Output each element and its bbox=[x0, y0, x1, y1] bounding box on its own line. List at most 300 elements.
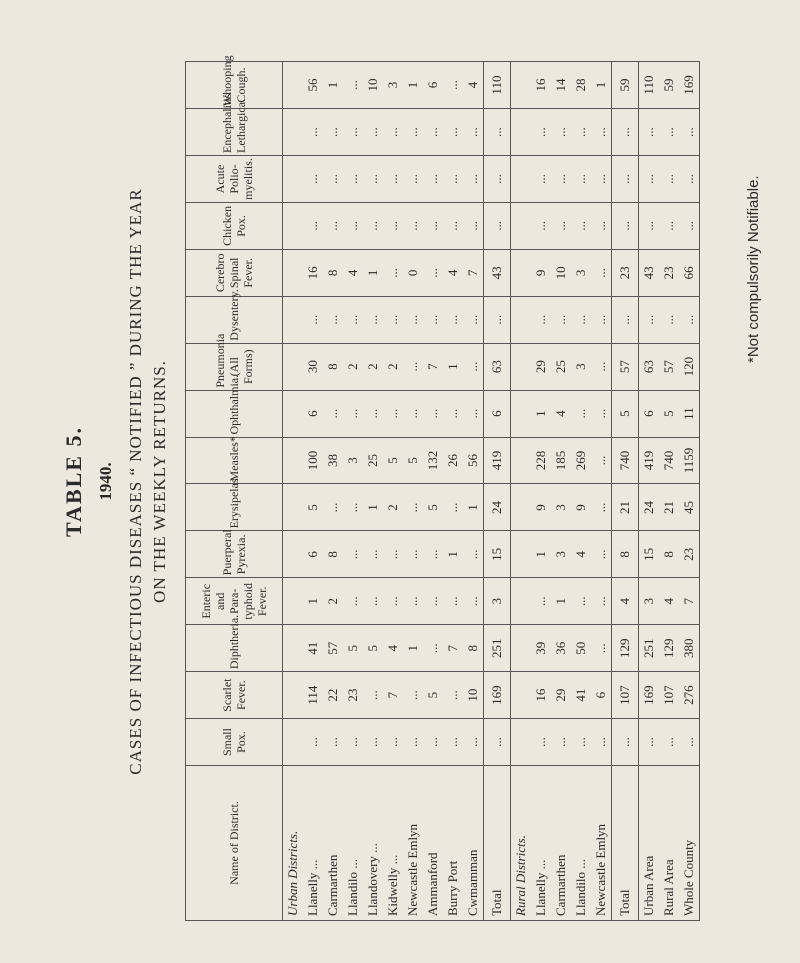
cell-value: ... bbox=[423, 625, 443, 672]
cell-value bbox=[283, 296, 304, 343]
cell-value: 419 bbox=[639, 437, 660, 484]
cell-value: 7 bbox=[383, 672, 403, 719]
cell-value: ... bbox=[443, 109, 463, 156]
cell-value: ... bbox=[403, 296, 423, 343]
cell-value: ... bbox=[531, 296, 551, 343]
column-header: Whooping Cough. bbox=[186, 62, 283, 109]
cell-value: 2 bbox=[383, 343, 403, 390]
cell-value: 57 bbox=[612, 343, 639, 390]
cell-value: ... bbox=[323, 484, 343, 531]
cell-value: 39 bbox=[531, 625, 551, 672]
cell-value: 66 bbox=[679, 249, 700, 296]
total-row bbox=[484, 62, 511, 921]
cell-value: 24 bbox=[639, 484, 660, 531]
cell-value: ... bbox=[343, 62, 363, 109]
cell-value bbox=[283, 202, 304, 249]
cell-value: ... bbox=[383, 249, 403, 296]
cell-value: ... bbox=[591, 625, 612, 672]
cell-value bbox=[283, 578, 304, 625]
cell-value: 1159 bbox=[679, 437, 700, 484]
cell-value: ... bbox=[423, 719, 443, 766]
district-name: Newcastle Emlyn bbox=[403, 766, 423, 921]
cell-value: ... bbox=[303, 156, 323, 203]
table-row bbox=[403, 62, 423, 921]
cell-value: ... bbox=[343, 156, 363, 203]
cell-value: ... bbox=[443, 578, 463, 625]
column-header: Ophthalmia. bbox=[186, 390, 283, 437]
table-row bbox=[463, 62, 484, 921]
cell-value bbox=[511, 625, 532, 672]
cell-value: ... bbox=[591, 202, 612, 249]
cell-value: ... bbox=[571, 719, 591, 766]
cell-value: 5 bbox=[423, 672, 443, 719]
cell-value: 41 bbox=[571, 672, 591, 719]
cell-value: 169 bbox=[679, 62, 700, 109]
district-name: Llandilo ... bbox=[571, 766, 591, 921]
cell-value: ... bbox=[403, 578, 423, 625]
column-header: Erysipelas. bbox=[186, 484, 283, 531]
column-header: Cerebro Spinal Fever. bbox=[186, 249, 283, 296]
cell-value bbox=[283, 437, 304, 484]
cell-value: 45 bbox=[679, 484, 700, 531]
cell-value: ... bbox=[443, 202, 463, 249]
cell-value: 56 bbox=[463, 437, 484, 484]
cell-value: 10 bbox=[463, 672, 484, 719]
cell-value: ... bbox=[679, 156, 700, 203]
cell-value: 8 bbox=[463, 625, 484, 672]
cell-value: ... bbox=[591, 531, 612, 578]
cell-value: ... bbox=[484, 156, 511, 203]
cell-value: 5 bbox=[343, 625, 363, 672]
cell-value: 23 bbox=[612, 249, 639, 296]
column-header: Small Pox. bbox=[186, 719, 283, 766]
cell-value: 4 bbox=[571, 531, 591, 578]
cell-value: 132 bbox=[423, 437, 443, 484]
cell-value: ... bbox=[639, 156, 660, 203]
cell-value: ... bbox=[484, 719, 511, 766]
cell-value: ... bbox=[571, 156, 591, 203]
cell-value: ... bbox=[403, 343, 423, 390]
cell-value: ... bbox=[591, 249, 612, 296]
cell-value: 107 bbox=[612, 672, 639, 719]
cell-value: 3 bbox=[484, 578, 511, 625]
cell-value: ... bbox=[463, 296, 484, 343]
cell-value: ... bbox=[403, 156, 423, 203]
cell-value: ... bbox=[443, 156, 463, 203]
cell-value bbox=[283, 484, 304, 531]
cell-value: ... bbox=[531, 109, 551, 156]
cell-value bbox=[283, 719, 304, 766]
table-row bbox=[591, 62, 612, 921]
cell-value: ... bbox=[323, 202, 343, 249]
column-header: Encephalitis Lethargica. bbox=[186, 109, 283, 156]
cell-value: 1 bbox=[551, 578, 571, 625]
cell-value: 29 bbox=[531, 343, 551, 390]
cell-value: 3 bbox=[383, 62, 403, 109]
cell-value: 10 bbox=[363, 62, 383, 109]
cell-value: 110 bbox=[639, 62, 660, 109]
cell-value: 9 bbox=[571, 484, 591, 531]
cell-value: ... bbox=[303, 719, 323, 766]
cell-value: 1 bbox=[531, 390, 551, 437]
cell-value: 14 bbox=[551, 62, 571, 109]
cell-value: 1 bbox=[323, 62, 343, 109]
cell-value: ... bbox=[383, 578, 403, 625]
section-heading-row bbox=[511, 62, 532, 921]
cell-value: 2 bbox=[343, 343, 363, 390]
cell-value: ... bbox=[571, 202, 591, 249]
cell-value: ... bbox=[591, 719, 612, 766]
district-name: Urban Area bbox=[639, 766, 660, 921]
cell-value: ... bbox=[303, 202, 323, 249]
district-name: Whole County bbox=[679, 766, 700, 921]
cell-value bbox=[511, 437, 532, 484]
cell-value bbox=[283, 343, 304, 390]
cell-value: ... bbox=[443, 484, 463, 531]
heading-line-1: CASES OF INFECTIOUS DISEASES “ NOTIFIED ” DURING THE YEAR bbox=[126, 188, 145, 775]
cell-value: 23 bbox=[659, 249, 679, 296]
cell-value: ... bbox=[343, 719, 363, 766]
district-name: Total bbox=[612, 766, 639, 921]
cell-value: ... bbox=[659, 719, 679, 766]
cell-value bbox=[511, 202, 532, 249]
cell-value: 7 bbox=[463, 249, 484, 296]
cell-value: ... bbox=[363, 578, 383, 625]
cell-value: 1 bbox=[443, 343, 463, 390]
cell-value: ... bbox=[383, 719, 403, 766]
cell-value: ... bbox=[423, 156, 443, 203]
cell-value bbox=[283, 625, 304, 672]
cell-value bbox=[511, 719, 532, 766]
cell-value: 22 bbox=[323, 672, 343, 719]
cell-value: ... bbox=[531, 578, 551, 625]
cell-value: 7 bbox=[679, 578, 700, 625]
cell-value: ... bbox=[612, 296, 639, 343]
cell-value: ... bbox=[591, 156, 612, 203]
cell-value: 1 bbox=[463, 484, 484, 531]
cell-value: ... bbox=[484, 296, 511, 343]
cell-value: ... bbox=[551, 156, 571, 203]
cell-value: 8 bbox=[323, 249, 343, 296]
district-name: Llandovery ... bbox=[363, 766, 383, 921]
cell-value: 4 bbox=[463, 62, 484, 109]
cell-value: ... bbox=[403, 390, 423, 437]
cell-value: 25 bbox=[551, 343, 571, 390]
cell-value: ... bbox=[343, 484, 363, 531]
district-name: Rural Districts. bbox=[511, 766, 532, 921]
cell-value: ... bbox=[679, 202, 700, 249]
column-header-district: Name of District. bbox=[186, 766, 283, 921]
cell-value bbox=[283, 62, 304, 109]
cell-value: ... bbox=[639, 719, 660, 766]
cell-value: ... bbox=[423, 578, 443, 625]
cell-value: ... bbox=[679, 296, 700, 343]
cell-value: ... bbox=[659, 109, 679, 156]
table-row bbox=[383, 62, 403, 921]
cell-value: 3 bbox=[571, 249, 591, 296]
cell-value: ... bbox=[659, 296, 679, 343]
cell-value: 28 bbox=[571, 62, 591, 109]
cell-value: 251 bbox=[484, 625, 511, 672]
table-row bbox=[443, 62, 463, 921]
column-header: Puerperal Pyrexia. bbox=[186, 531, 283, 578]
cell-value: 0 bbox=[403, 249, 423, 296]
cell-value: ... bbox=[612, 719, 639, 766]
cell-value: ... bbox=[363, 202, 383, 249]
cell-value: 4 bbox=[659, 578, 679, 625]
cell-value: ... bbox=[571, 296, 591, 343]
district-name: Llandilo ... bbox=[343, 766, 363, 921]
table-row bbox=[363, 62, 383, 921]
cell-value: 43 bbox=[639, 249, 660, 296]
cell-value: ... bbox=[383, 296, 403, 343]
cell-value: ... bbox=[443, 719, 463, 766]
cell-value: 6 bbox=[639, 390, 660, 437]
header-row bbox=[186, 62, 283, 921]
cell-value: 30 bbox=[303, 343, 323, 390]
cell-value: 1 bbox=[591, 62, 612, 109]
column-header: Acute Polio-myelitis. bbox=[186, 156, 283, 203]
cell-value: ... bbox=[363, 390, 383, 437]
column-header: Scarlet Fever. bbox=[186, 672, 283, 719]
cell-value: 100 bbox=[303, 437, 323, 484]
cell-value: 4 bbox=[443, 249, 463, 296]
cell-value: 110 bbox=[484, 62, 511, 109]
cell-value: ... bbox=[551, 202, 571, 249]
cell-value: ... bbox=[343, 531, 363, 578]
district-name: Total bbox=[484, 766, 511, 921]
cell-value: 740 bbox=[659, 437, 679, 484]
cell-value bbox=[511, 484, 532, 531]
cell-value: 59 bbox=[659, 62, 679, 109]
table-row bbox=[639, 62, 660, 921]
cell-value: ... bbox=[612, 109, 639, 156]
cell-value: 120 bbox=[679, 343, 700, 390]
cell-value: 1 bbox=[403, 625, 423, 672]
cell-value bbox=[511, 343, 532, 390]
cell-value: 36 bbox=[551, 625, 571, 672]
cell-value: 50 bbox=[571, 625, 591, 672]
cell-value bbox=[511, 531, 532, 578]
cell-value: ... bbox=[551, 109, 571, 156]
cell-value: 16 bbox=[531, 672, 551, 719]
column-header: Chicken Pox. bbox=[186, 202, 283, 249]
cell-value: ... bbox=[403, 719, 423, 766]
table-row bbox=[531, 62, 551, 921]
cell-value bbox=[511, 62, 532, 109]
cell-value: 56 bbox=[303, 62, 323, 109]
cell-value: 3 bbox=[551, 484, 571, 531]
column-header: Enteric and Para-typhoid Fever. bbox=[186, 578, 283, 625]
cell-value: ... bbox=[403, 484, 423, 531]
district-name: Cwmamman bbox=[463, 766, 484, 921]
cell-value: ... bbox=[639, 202, 660, 249]
cell-value: 23 bbox=[343, 672, 363, 719]
cell-value: ... bbox=[571, 390, 591, 437]
cell-value: ... bbox=[463, 390, 484, 437]
cell-value: 276 bbox=[679, 672, 700, 719]
cell-value: ... bbox=[363, 719, 383, 766]
cell-value: ... bbox=[591, 484, 612, 531]
cell-value: 251 bbox=[639, 625, 660, 672]
cell-value: 63 bbox=[639, 343, 660, 390]
cell-value: ... bbox=[323, 156, 343, 203]
cell-value: ... bbox=[639, 109, 660, 156]
cell-value: ... bbox=[363, 672, 383, 719]
cell-value: ... bbox=[383, 156, 403, 203]
cell-value: 57 bbox=[323, 625, 343, 672]
cell-value: ... bbox=[423, 202, 443, 249]
cell-value bbox=[511, 249, 532, 296]
cell-value: ... bbox=[363, 296, 383, 343]
cell-value bbox=[511, 672, 532, 719]
cell-value: ... bbox=[463, 578, 484, 625]
cell-value: 21 bbox=[612, 484, 639, 531]
cell-value: 16 bbox=[531, 62, 551, 109]
cell-value: 8 bbox=[659, 531, 679, 578]
cell-value: ... bbox=[463, 531, 484, 578]
cell-value: 7 bbox=[443, 625, 463, 672]
cell-value: ... bbox=[443, 390, 463, 437]
cell-value: 8 bbox=[323, 343, 343, 390]
cell-value: 8 bbox=[323, 531, 343, 578]
cell-value: ... bbox=[303, 296, 323, 343]
table-row bbox=[659, 62, 679, 921]
cell-value: ... bbox=[551, 719, 571, 766]
cell-value: 1 bbox=[363, 249, 383, 296]
cell-value: 1 bbox=[403, 62, 423, 109]
cell-value: ... bbox=[423, 296, 443, 343]
cell-value: 26 bbox=[443, 437, 463, 484]
cell-value: 3 bbox=[343, 437, 363, 484]
column-header: Pneumonia (All Forms) bbox=[186, 343, 283, 390]
table-row bbox=[303, 62, 323, 921]
cell-value bbox=[511, 109, 532, 156]
cell-value: ... bbox=[463, 109, 484, 156]
cell-value: 5 bbox=[383, 437, 403, 484]
cell-value: ... bbox=[383, 531, 403, 578]
table-row bbox=[679, 62, 700, 921]
cell-value: 15 bbox=[639, 531, 660, 578]
cell-value: ... bbox=[363, 156, 383, 203]
district-name: Rural Area bbox=[659, 766, 679, 921]
cell-value: 6 bbox=[591, 672, 612, 719]
cell-value: 10 bbox=[551, 249, 571, 296]
cell-value: ... bbox=[591, 437, 612, 484]
cell-value: ... bbox=[343, 202, 363, 249]
cell-value bbox=[283, 531, 304, 578]
cell-value: ... bbox=[443, 296, 463, 343]
cell-value: ... bbox=[591, 343, 612, 390]
cell-value: 1 bbox=[363, 484, 383, 531]
column-header: Diphtheria. bbox=[186, 625, 283, 672]
column-header: Measles* bbox=[186, 437, 283, 484]
cell-value bbox=[283, 109, 304, 156]
titles-block bbox=[60, 0, 172, 963]
cell-value: ... bbox=[591, 578, 612, 625]
cell-value: 1 bbox=[443, 531, 463, 578]
table-row bbox=[571, 62, 591, 921]
district-name: Urban Districts. bbox=[283, 766, 304, 921]
cell-value: ... bbox=[612, 202, 639, 249]
cell-value: 23 bbox=[679, 531, 700, 578]
cell-value: 3 bbox=[571, 343, 591, 390]
cell-value: ... bbox=[303, 109, 323, 156]
cell-value: 38 bbox=[323, 437, 343, 484]
cell-value: 6 bbox=[423, 62, 443, 109]
cell-value: 129 bbox=[659, 625, 679, 672]
cell-value: 6 bbox=[484, 390, 511, 437]
cell-value: ... bbox=[531, 719, 551, 766]
cell-value: ... bbox=[531, 202, 551, 249]
cell-value: ... bbox=[659, 202, 679, 249]
cell-value: 9 bbox=[531, 484, 551, 531]
infectious-diseases-table bbox=[185, 55, 700, 921]
cell-value: ... bbox=[403, 202, 423, 249]
cell-value: 9 bbox=[531, 249, 551, 296]
cell-value: ... bbox=[403, 109, 423, 156]
cell-value: 21 bbox=[659, 484, 679, 531]
cell-value bbox=[511, 390, 532, 437]
cell-value: ... bbox=[679, 109, 700, 156]
cell-value: 57 bbox=[659, 343, 679, 390]
cell-value: 380 bbox=[679, 625, 700, 672]
cell-value: ... bbox=[423, 531, 443, 578]
cell-value: ... bbox=[343, 390, 363, 437]
cell-value: 29 bbox=[551, 672, 571, 719]
cell-value: 5 bbox=[659, 390, 679, 437]
table-body bbox=[283, 62, 700, 921]
cell-value: 1 bbox=[303, 578, 323, 625]
cell-value: ... bbox=[343, 578, 363, 625]
total-row bbox=[612, 62, 639, 921]
cell-value: ... bbox=[383, 109, 403, 156]
cell-value: ... bbox=[443, 62, 463, 109]
cell-value: 59 bbox=[612, 62, 639, 109]
cell-value: 15 bbox=[484, 531, 511, 578]
cell-value bbox=[283, 249, 304, 296]
cell-value: ... bbox=[343, 109, 363, 156]
cell-value: 5 bbox=[363, 625, 383, 672]
cell-value: ... bbox=[679, 719, 700, 766]
cell-value: 5 bbox=[612, 390, 639, 437]
cell-value: ... bbox=[423, 390, 443, 437]
cell-value bbox=[511, 156, 532, 203]
heading-line-2: ON THE WEEKLY RETURNS. bbox=[150, 360, 169, 603]
cell-value bbox=[511, 578, 532, 625]
cell-value: 228 bbox=[531, 437, 551, 484]
cell-value: 2 bbox=[363, 343, 383, 390]
cell-value: 8 bbox=[612, 531, 639, 578]
district-name: Burry Port bbox=[443, 766, 463, 921]
cell-value: 5 bbox=[303, 484, 323, 531]
table-row bbox=[423, 62, 443, 921]
cell-value: ... bbox=[463, 719, 484, 766]
district-name: Kidwelly ... bbox=[383, 766, 403, 921]
cell-value: ... bbox=[363, 531, 383, 578]
cell-value: ... bbox=[443, 672, 463, 719]
cell-value: 43 bbox=[484, 249, 511, 296]
section-heading-row bbox=[283, 62, 304, 921]
cell-value bbox=[283, 390, 304, 437]
district-name: Carmarthen bbox=[551, 766, 571, 921]
cell-value: 169 bbox=[484, 672, 511, 719]
table-row bbox=[343, 62, 363, 921]
table-row bbox=[323, 62, 343, 921]
cell-value: ... bbox=[363, 109, 383, 156]
cell-value: ... bbox=[591, 296, 612, 343]
cell-value: ... bbox=[463, 156, 484, 203]
